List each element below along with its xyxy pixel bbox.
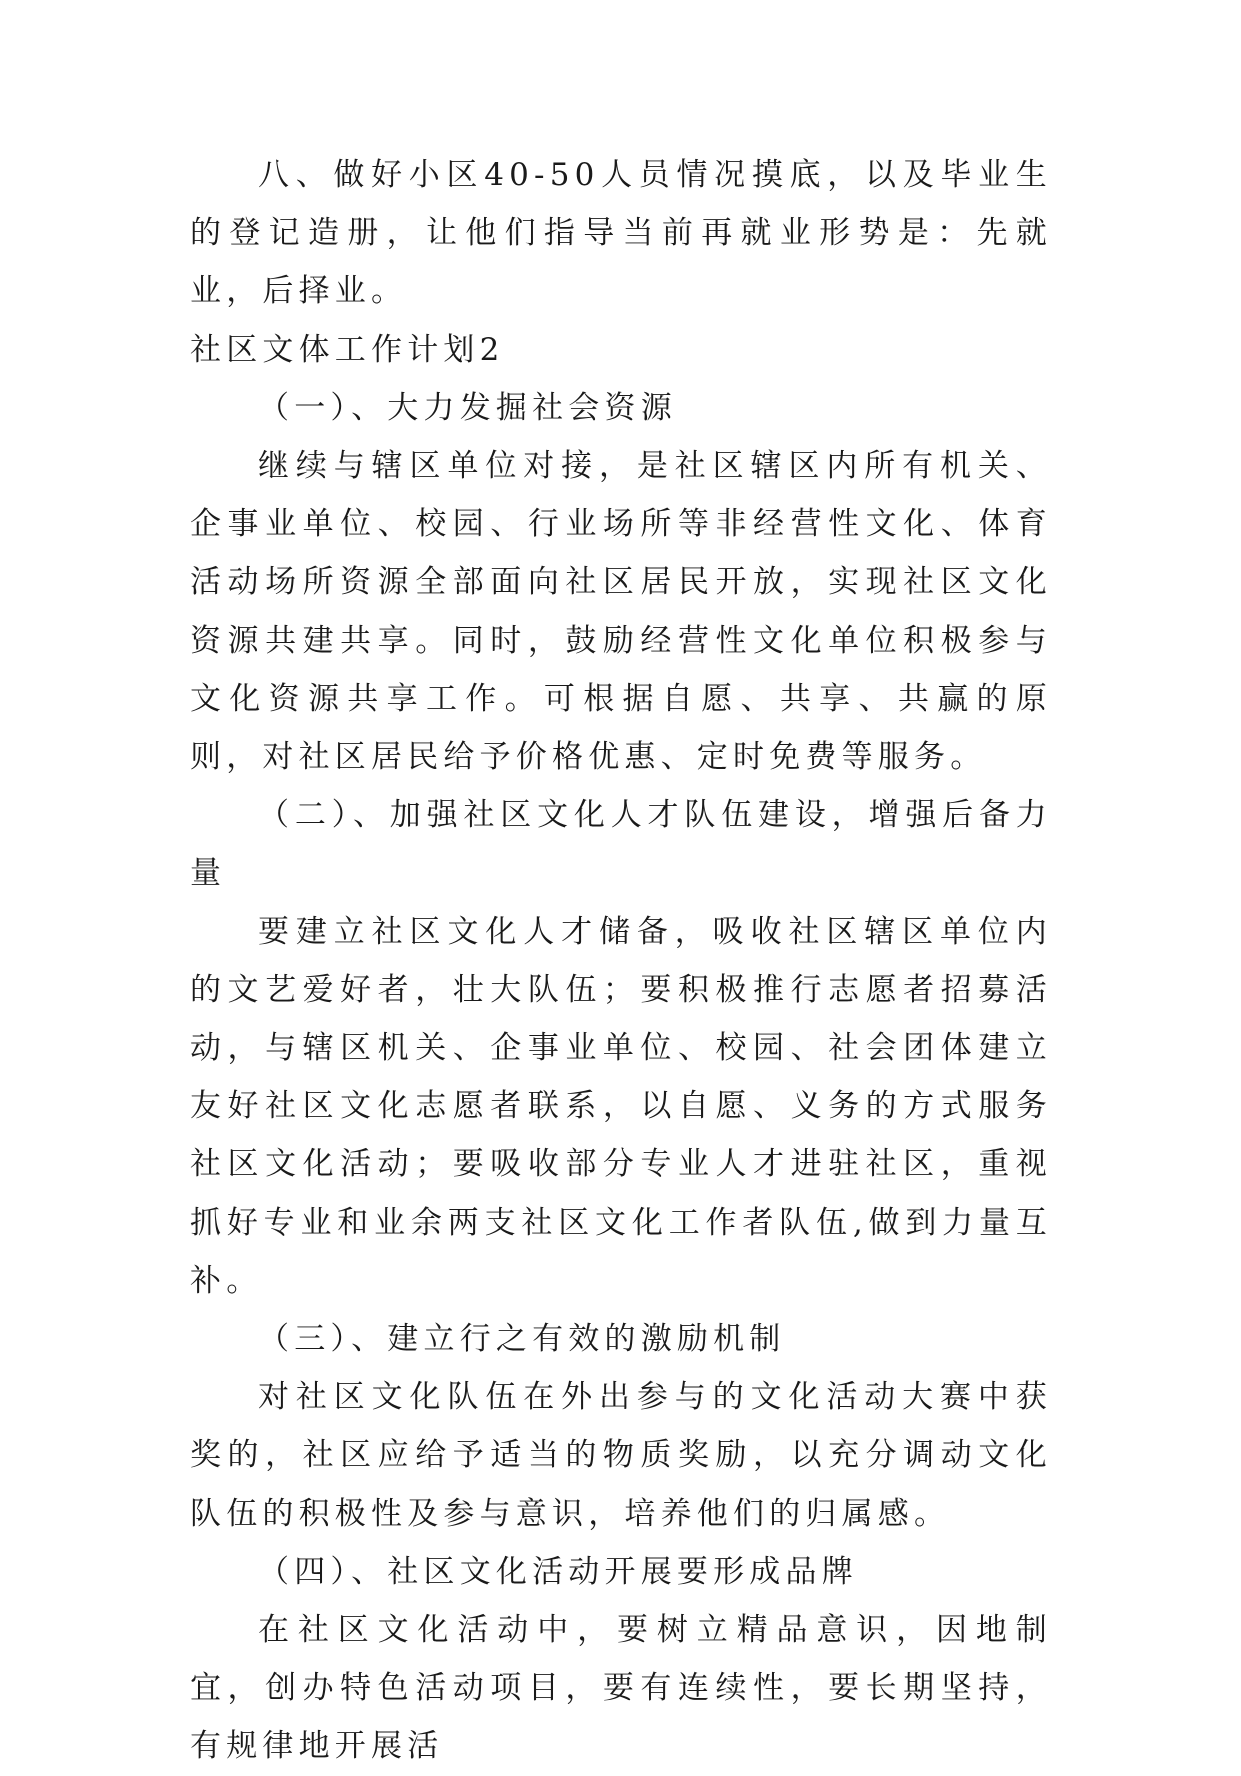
document-body bbox=[190, 146, 1052, 1776]
paragraph-three: 对社区文化队伍在外出参与的文化活动大赛中获奖的，社区应给予适当的物质奖励，以充分调动文化队伍的积极性及参与意识，培养他们的归属感。 bbox=[190, 1379, 1052, 1532]
paragraph-one: 继续与辖区单位对接，是社区辖区内所有机关、企事业单位、校园、行业场所等非经营性文化、体育活动场所资源全部面向社区居民开放，实现社区文化资源共建共享。同时，鼓励经营性文化单位积极参与文化资源共享工作。可根据自愿、共享、共赢的原则，对社区居民给予价格优惠、定时免费等服务。 bbox=[190, 448, 1052, 776]
paragraph-item-eight: 八、做好小区40-50人员情况摸底，以及毕业生的登记造册，让他们指导当前再就业形势是：先就业，后择业。 bbox=[190, 157, 1052, 310]
subheading-four: （四）、社区文化活动开展要形成品牌 bbox=[258, 1553, 858, 1590]
paragraph-two: 要建立社区文化人才储备，吸收社区辖区单位内的文艺爱好者，壮大队伍；要积极推行志愿者招募活动，与辖区机关、企事业单位、校园、社会团体建立友好社区文化志愿者联系，以自愿、义务的方式服务社区文化活动；要吸收部分专业人才进驻社区，重视抓好专业和业余两支社区文化工作者队伍,做到力量互补。 bbox=[190, 913, 1052, 1299]
subheading-two: （二）、加强社区文化人才队伍建设，增强后备力量 bbox=[190, 797, 1052, 892]
subheading-three: （三）、建立行之有效的激励机制 bbox=[258, 1321, 786, 1358]
subheading-one: （一）、大力发掘社会资源 bbox=[258, 389, 677, 426]
section-title: 社区文体工作计划2 bbox=[190, 331, 505, 368]
paragraph-four: 在社区文化活动中，要树立精品意识，因地制宜，创办特色活动项目，要有连续性，要长期坚持，有规律地开展活 bbox=[190, 1612, 1052, 1765]
